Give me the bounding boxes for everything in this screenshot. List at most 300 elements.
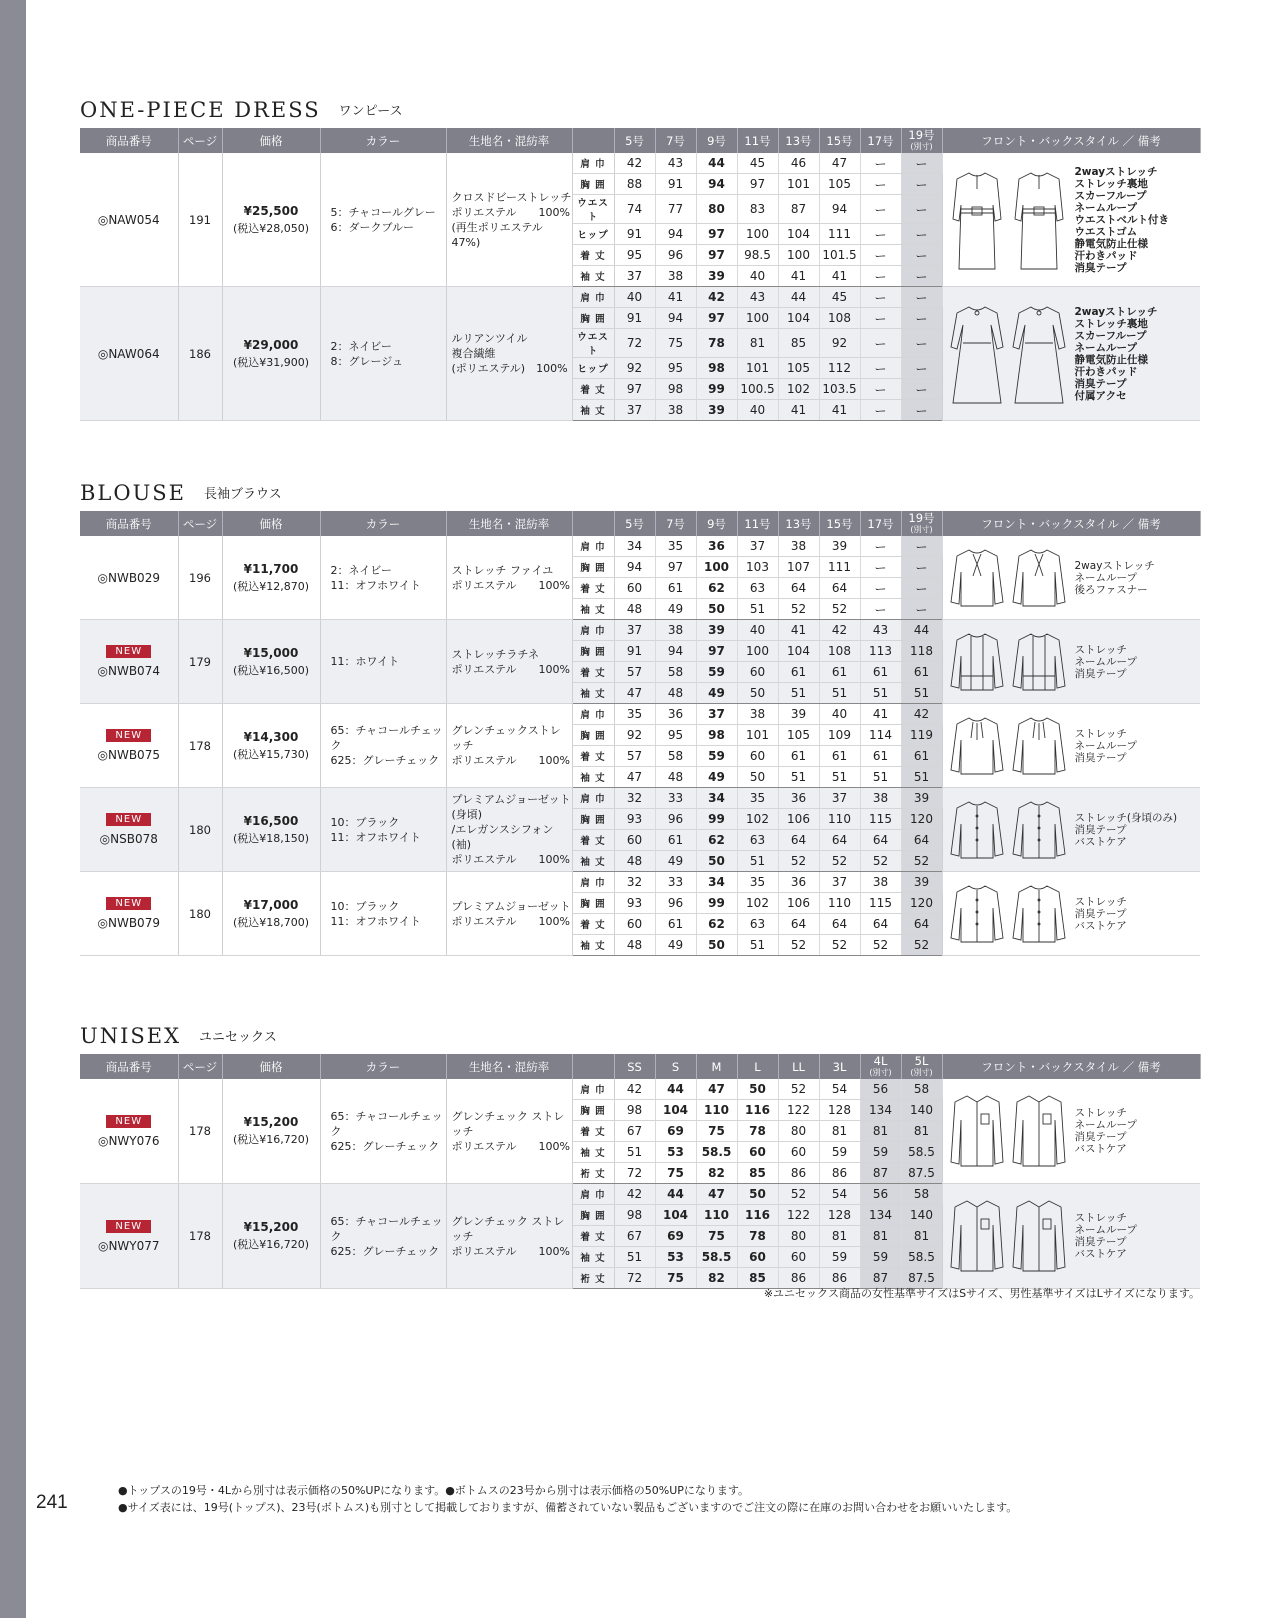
- size-value: 61: [778, 662, 819, 683]
- size-value: 91: [614, 308, 655, 329]
- price-value: ¥17,000: [243, 897, 299, 912]
- size-value: 92: [614, 358, 655, 379]
- size-value: 111: [819, 557, 860, 578]
- product-colors: 65：チャコールチェック 625：グレーチェック: [320, 1079, 446, 1184]
- size-value: 61: [655, 914, 696, 935]
- size-value: 51: [778, 683, 819, 704]
- size-value: ー: [901, 266, 942, 287]
- size-value: ー: [860, 266, 901, 287]
- price-value: ¥14,300: [243, 729, 299, 744]
- size-value: 95: [655, 358, 696, 379]
- size-value: 61: [819, 746, 860, 767]
- product-group: [80, 872, 1200, 956]
- section-onepiece: [80, 92, 1200, 421]
- size-value: 74: [614, 195, 655, 224]
- garment-sketch: [949, 630, 1067, 694]
- size-value: 47: [819, 153, 860, 174]
- size-value: 39: [696, 400, 737, 421]
- header-blank: [572, 511, 614, 536]
- size-value: 99: [696, 893, 737, 914]
- header-price: 価格: [222, 128, 320, 153]
- size-value: 33: [655, 788, 696, 809]
- size-value: 50: [696, 851, 737, 872]
- size-value: 60: [614, 914, 655, 935]
- size-value: 47: [696, 1079, 737, 1100]
- size-value: 59: [860, 1247, 901, 1268]
- size-value: 104: [778, 224, 819, 245]
- front-sketch-icon: [949, 714, 1005, 778]
- size-value: 62: [696, 578, 737, 599]
- page-number: 241: [36, 1492, 68, 1513]
- header-size: 5号: [614, 511, 655, 536]
- back-sketch-icon: [1011, 546, 1067, 610]
- size-value: 85: [778, 329, 819, 358]
- section-title-jp: ユニセックス: [199, 1030, 277, 1045]
- page-edge-bar: [0, 0, 26, 1618]
- measure-label: 着 丈: [572, 830, 614, 851]
- size-value: 119: [901, 725, 942, 746]
- size-value: 75: [696, 1226, 737, 1247]
- size-value: 47: [614, 683, 655, 704]
- size-value: 37: [696, 704, 737, 725]
- price-value: ¥15,200: [243, 1220, 299, 1234]
- unisex-footnote: ※ユニセックス商品の女性基準サイズはSサイズ、男性基準サイズはLサイズになります。: [763, 1287, 1200, 1300]
- price-value: ¥15,200: [243, 1115, 299, 1129]
- product-price: [222, 788, 320, 872]
- product-fabric: グレンチェックストレッチ ポリエステル 100%: [446, 704, 572, 788]
- measure-label: 肩 巾: [572, 1184, 614, 1205]
- size-value: 32: [614, 872, 655, 893]
- header-color: カラー: [320, 511, 446, 536]
- style-cell: [942, 788, 1200, 872]
- measure-label: 裄 丈: [572, 1163, 614, 1184]
- style-cell: [942, 1184, 1200, 1289]
- section-blouse: [80, 475, 1200, 956]
- size-value: 88: [614, 174, 655, 195]
- table-row: [80, 1079, 1200, 1100]
- size-value: 87.5: [901, 1268, 942, 1289]
- size-value: 42: [614, 153, 655, 174]
- size-value: 37: [614, 620, 655, 641]
- measure-label: 着 丈: [572, 578, 614, 599]
- size-table: [80, 128, 1201, 421]
- product-code-cell: [80, 1184, 178, 1289]
- product-fabric: プレミアムジョーゼット(身頃) /エレガンスシフォン(袖) ポリエステル 100%: [446, 788, 572, 872]
- size-value: 37: [614, 400, 655, 421]
- product-code: ◎NWY077: [97, 1238, 160, 1253]
- size-value: 43: [655, 153, 696, 174]
- size-value: 41: [655, 287, 696, 308]
- product-colors: 65：チャコールチェック 625：グレーチェック: [320, 1184, 446, 1289]
- size-value: 140: [901, 1205, 942, 1226]
- header-size: SS: [614, 1054, 655, 1079]
- size-value: 37: [737, 536, 778, 557]
- size-value: 51: [737, 599, 778, 620]
- size-value: 44: [696, 153, 737, 174]
- size-value: ー: [901, 174, 942, 195]
- header-fabric: 生地名・混紡率: [446, 1054, 572, 1079]
- header-size: 15号: [819, 511, 860, 536]
- front-sketch-icon: [949, 1092, 1005, 1170]
- size-value: 42: [901, 704, 942, 725]
- size-value: 100: [737, 308, 778, 329]
- table-row: [80, 620, 1200, 641]
- size-value: 77: [655, 195, 696, 224]
- size-value: 58.5: [901, 1142, 942, 1163]
- measure-label: 裄 丈: [572, 1268, 614, 1289]
- size-value: 60: [778, 1247, 819, 1268]
- product-page: 178: [178, 1184, 222, 1289]
- size-value: 81: [860, 1121, 901, 1142]
- size-value: 49: [696, 767, 737, 788]
- size-value: 98.5: [737, 245, 778, 266]
- measure-label: 胸 囲: [572, 1100, 614, 1121]
- size-value: 107: [778, 557, 819, 578]
- size-value: 99: [696, 809, 737, 830]
- size-value: 97: [696, 308, 737, 329]
- measure-label: 着 丈: [572, 914, 614, 935]
- product-price: [222, 704, 320, 788]
- size-value: 94: [655, 308, 696, 329]
- price-value: ¥29,000: [243, 337, 299, 352]
- table-row: [80, 704, 1200, 725]
- size-value: 92: [614, 725, 655, 746]
- size-value: ー: [901, 358, 942, 379]
- product-page: 196: [178, 536, 222, 620]
- size-value: 38: [860, 788, 901, 809]
- size-value: 94: [614, 557, 655, 578]
- size-value: ー: [860, 153, 901, 174]
- product-notes: ストレッチ ネームループ 消臭テープ: [1074, 643, 1137, 680]
- size-value: 50: [696, 599, 737, 620]
- product-group: [80, 536, 1200, 620]
- size-value: 99: [696, 379, 737, 400]
- size-value: 52: [819, 935, 860, 956]
- product-page: 179: [178, 620, 222, 704]
- size-value: 36: [778, 872, 819, 893]
- size-value: 114: [860, 725, 901, 746]
- product-price: [222, 620, 320, 704]
- product-price: [222, 1184, 320, 1289]
- size-value: 57: [614, 746, 655, 767]
- header-price: 価格: [222, 511, 320, 536]
- price-tax: (税込¥16,720): [232, 1133, 310, 1146]
- size-value: 42: [614, 1184, 655, 1205]
- size-value: 52: [778, 1079, 819, 1100]
- header-size: 19号 (別寸): [901, 511, 942, 536]
- size-value: 39: [696, 620, 737, 641]
- product-page: 178: [178, 704, 222, 788]
- section-title-jp: 長袖ブラウス: [204, 487, 282, 502]
- size-value: 37: [614, 266, 655, 287]
- product-page: 180: [178, 872, 222, 956]
- product-page: 186: [178, 287, 222, 421]
- style-cell: [942, 620, 1200, 704]
- size-value: 110: [819, 809, 860, 830]
- size-value: 39: [819, 536, 860, 557]
- measure-label: 胸 囲: [572, 725, 614, 746]
- measure-label: 肩 巾: [572, 153, 614, 174]
- front-sketch-icon: [949, 303, 1005, 405]
- size-value: 51: [860, 683, 901, 704]
- price-value: ¥16,500: [243, 813, 299, 828]
- size-value: 62: [696, 914, 737, 935]
- size-value: 50: [737, 1184, 778, 1205]
- product-price: [222, 536, 320, 620]
- table-row: [80, 287, 1200, 308]
- size-value: 52: [860, 935, 901, 956]
- size-value: 54: [819, 1079, 860, 1100]
- header-size: 15号: [819, 128, 860, 153]
- size-value: ー: [860, 245, 901, 266]
- size-value: 32: [614, 788, 655, 809]
- product-code: ◎NSB078: [99, 832, 158, 846]
- size-value: 105: [819, 174, 860, 195]
- size-value: 48: [655, 767, 696, 788]
- size-value: 108: [819, 641, 860, 662]
- size-value: 36: [778, 788, 819, 809]
- size-value: 110: [696, 1205, 737, 1226]
- size-table: [80, 511, 1201, 956]
- size-value: 75: [696, 1121, 737, 1142]
- header-size: M: [696, 1054, 737, 1079]
- measure-label: 胸 囲: [572, 308, 614, 329]
- size-value: 41: [819, 400, 860, 421]
- product-code-cell: [80, 287, 178, 421]
- size-value: 101: [737, 358, 778, 379]
- header-code: 商品番号: [80, 511, 178, 536]
- size-value: ー: [901, 287, 942, 308]
- size-value: ー: [860, 358, 901, 379]
- product-code: ◎NWY076: [97, 1133, 160, 1148]
- product-group: [80, 704, 1200, 788]
- size-value: 38: [860, 872, 901, 893]
- size-value: 58: [901, 1079, 942, 1100]
- header-code: 商品番号: [80, 1054, 178, 1079]
- size-value: 39: [901, 872, 942, 893]
- size-value: 105: [778, 725, 819, 746]
- size-value: 63: [737, 830, 778, 851]
- table-row: [80, 1184, 1200, 1205]
- size-value: 38: [655, 400, 696, 421]
- size-value: 106: [778, 893, 819, 914]
- size-value: 52: [819, 599, 860, 620]
- garment-sketch: [949, 798, 1067, 862]
- size-value: 34: [696, 788, 737, 809]
- header-blank: [572, 128, 614, 153]
- header-price: 価格: [222, 1054, 320, 1079]
- table-row: [80, 788, 1200, 809]
- header-color: カラー: [320, 128, 446, 153]
- size-value: 52: [819, 851, 860, 872]
- product-fabric: ストレッチ ファイユ ポリエステル 100%: [446, 536, 572, 620]
- size-value: 81: [819, 1121, 860, 1142]
- size-value: 97: [696, 245, 737, 266]
- header-code: 商品番号: [80, 128, 178, 153]
- measure-label: 袖 丈: [572, 767, 614, 788]
- measure-label: 胸 囲: [572, 809, 614, 830]
- size-value: 41: [778, 620, 819, 641]
- style-cell: [942, 872, 1200, 956]
- header-size: S: [655, 1054, 696, 1079]
- size-value: ー: [860, 195, 901, 224]
- size-value: 98: [696, 358, 737, 379]
- size-value: 100: [737, 641, 778, 662]
- size-value: 94: [655, 641, 696, 662]
- size-value: 52: [901, 935, 942, 956]
- size-value: 128: [819, 1100, 860, 1121]
- size-value: 37: [819, 788, 860, 809]
- size-value: 58.5: [696, 1142, 737, 1163]
- size-value: 49: [696, 683, 737, 704]
- new-badge: NEW: [106, 729, 151, 742]
- size-value: 69: [655, 1226, 696, 1247]
- size-value: 98: [655, 379, 696, 400]
- measure-label: 肩 巾: [572, 872, 614, 893]
- price-value: ¥25,500: [243, 203, 299, 218]
- size-value: 61: [901, 746, 942, 767]
- garment-sketch: [949, 303, 1067, 405]
- size-value: 52: [778, 851, 819, 872]
- size-value: 41: [778, 400, 819, 421]
- measure-label: 胸 囲: [572, 174, 614, 195]
- size-value: 58: [655, 662, 696, 683]
- table-row: [80, 153, 1200, 174]
- size-value: ー: [860, 379, 901, 400]
- measure-label: ウエスト: [572, 195, 614, 224]
- size-value: 75: [655, 1163, 696, 1184]
- size-value: 100: [737, 224, 778, 245]
- size-value: 85: [737, 1268, 778, 1289]
- price-tax: (税込¥16,500): [232, 663, 310, 677]
- size-value: 80: [696, 195, 737, 224]
- size-value: ー: [860, 329, 901, 358]
- product-code: ◎NWB075: [97, 748, 160, 762]
- product-code-cell: [80, 872, 178, 956]
- size-value: 64: [860, 830, 901, 851]
- product-code-cell: [80, 1079, 178, 1184]
- size-value: 86: [778, 1163, 819, 1184]
- size-value: 40: [819, 704, 860, 725]
- size-value: 51: [614, 1247, 655, 1268]
- size-value: 134: [860, 1205, 901, 1226]
- size-value: 81: [819, 1226, 860, 1247]
- size-value: 57: [614, 662, 655, 683]
- size-value: 97: [655, 557, 696, 578]
- size-value: 59: [860, 1142, 901, 1163]
- header-style: フロント・バックスタイル ／ 備考: [942, 128, 1200, 153]
- size-value: ー: [860, 599, 901, 620]
- size-value: 49: [655, 851, 696, 872]
- size-value: 53: [655, 1142, 696, 1163]
- size-value: ー: [860, 308, 901, 329]
- new-badge: NEW: [106, 897, 151, 910]
- measure-label: 胸 囲: [572, 893, 614, 914]
- size-value: 56: [860, 1079, 901, 1100]
- size-value: ー: [860, 224, 901, 245]
- size-value: 44: [655, 1184, 696, 1205]
- size-value: 59: [696, 662, 737, 683]
- header-size: 13号: [778, 128, 819, 153]
- header-size: L: [737, 1054, 778, 1079]
- size-value: 110: [819, 893, 860, 914]
- section-title: [80, 92, 1200, 122]
- price-tax: (税込¥16,720): [232, 1238, 310, 1251]
- size-value: 56: [860, 1184, 901, 1205]
- size-value: 98: [614, 1100, 655, 1121]
- back-sketch-icon: [1011, 798, 1067, 862]
- size-value: 59: [819, 1247, 860, 1268]
- garment-sketch: [949, 1197, 1067, 1275]
- size-value: 104: [655, 1100, 696, 1121]
- size-value: 61: [655, 830, 696, 851]
- size-value: 37: [819, 872, 860, 893]
- size-value: 64: [901, 830, 942, 851]
- price-tax: (税込¥18,150): [232, 831, 310, 845]
- section-unisex: [80, 1018, 1200, 1289]
- section-title: [80, 475, 1200, 505]
- garment-sketch: [949, 1092, 1067, 1170]
- bottom-note: ●サイズ表には、19号(トップス)、23号(ボトムス)も別寸として掲載しておりますが、備蓄されていない製品もございますのでご注文の際に在庫のお問い合わせをお願いいたします。: [118, 1501, 1018, 1514]
- product-code: ◎NWB079: [97, 916, 160, 930]
- size-value: 64: [819, 578, 860, 599]
- size-value: 45: [737, 153, 778, 174]
- size-value: 47: [614, 767, 655, 788]
- size-value: 51: [860, 767, 901, 788]
- size-value: 96: [655, 893, 696, 914]
- size-value: 52: [778, 935, 819, 956]
- size-value: 64: [860, 914, 901, 935]
- product-notes: ストレッチ ネームループ 消臭テープ バストケア: [1074, 1107, 1137, 1155]
- size-value: 93: [614, 893, 655, 914]
- front-sketch-icon: [949, 798, 1005, 862]
- size-value: 45: [819, 287, 860, 308]
- bottom-notes: [118, 1482, 1017, 1516]
- size-value: 96: [655, 245, 696, 266]
- size-value: 128: [819, 1205, 860, 1226]
- product-notes: 2wayストレッチ ネームループ 後ろファスナー: [1074, 559, 1155, 596]
- size-value: 87: [778, 195, 819, 224]
- size-value: 41: [860, 704, 901, 725]
- size-value: 104: [778, 308, 819, 329]
- size-value: 51: [737, 851, 778, 872]
- size-value: 122: [778, 1205, 819, 1226]
- product-notes: 2wayストレッチ ストレッチ裏地 スカーフループ ネームループ 静電気防止仕様 汗わきパッド 消臭テープ 付属アクセ: [1074, 305, 1158, 402]
- size-value: 78: [737, 1226, 778, 1247]
- section-title-jp: ワンピース: [338, 104, 403, 119]
- size-value: 63: [737, 914, 778, 935]
- header-color: カラー: [320, 1054, 446, 1079]
- product-colors: 2：ネイビー 11：オフホワイト: [320, 536, 446, 620]
- header-size: LL: [778, 1054, 819, 1079]
- header-size: 11号: [737, 128, 778, 153]
- size-value: 35: [655, 536, 696, 557]
- size-value: 75: [655, 1268, 696, 1289]
- product-code-cell: [80, 620, 178, 704]
- price-tax: (税込¥18,700): [232, 915, 310, 929]
- measure-label: 袖 丈: [572, 935, 614, 956]
- size-value: 115: [860, 893, 901, 914]
- front-sketch-icon: [949, 1197, 1005, 1275]
- product-colors: 5：チャコールグレー 6：ダークブルー: [320, 153, 446, 287]
- size-value: ー: [901, 578, 942, 599]
- size-value: 41: [819, 266, 860, 287]
- header-size: 11号: [737, 511, 778, 536]
- measure-label: 着 丈: [572, 379, 614, 400]
- garment-sketch: [949, 882, 1067, 946]
- size-value: 43: [737, 287, 778, 308]
- back-sketch-icon: [1011, 303, 1067, 405]
